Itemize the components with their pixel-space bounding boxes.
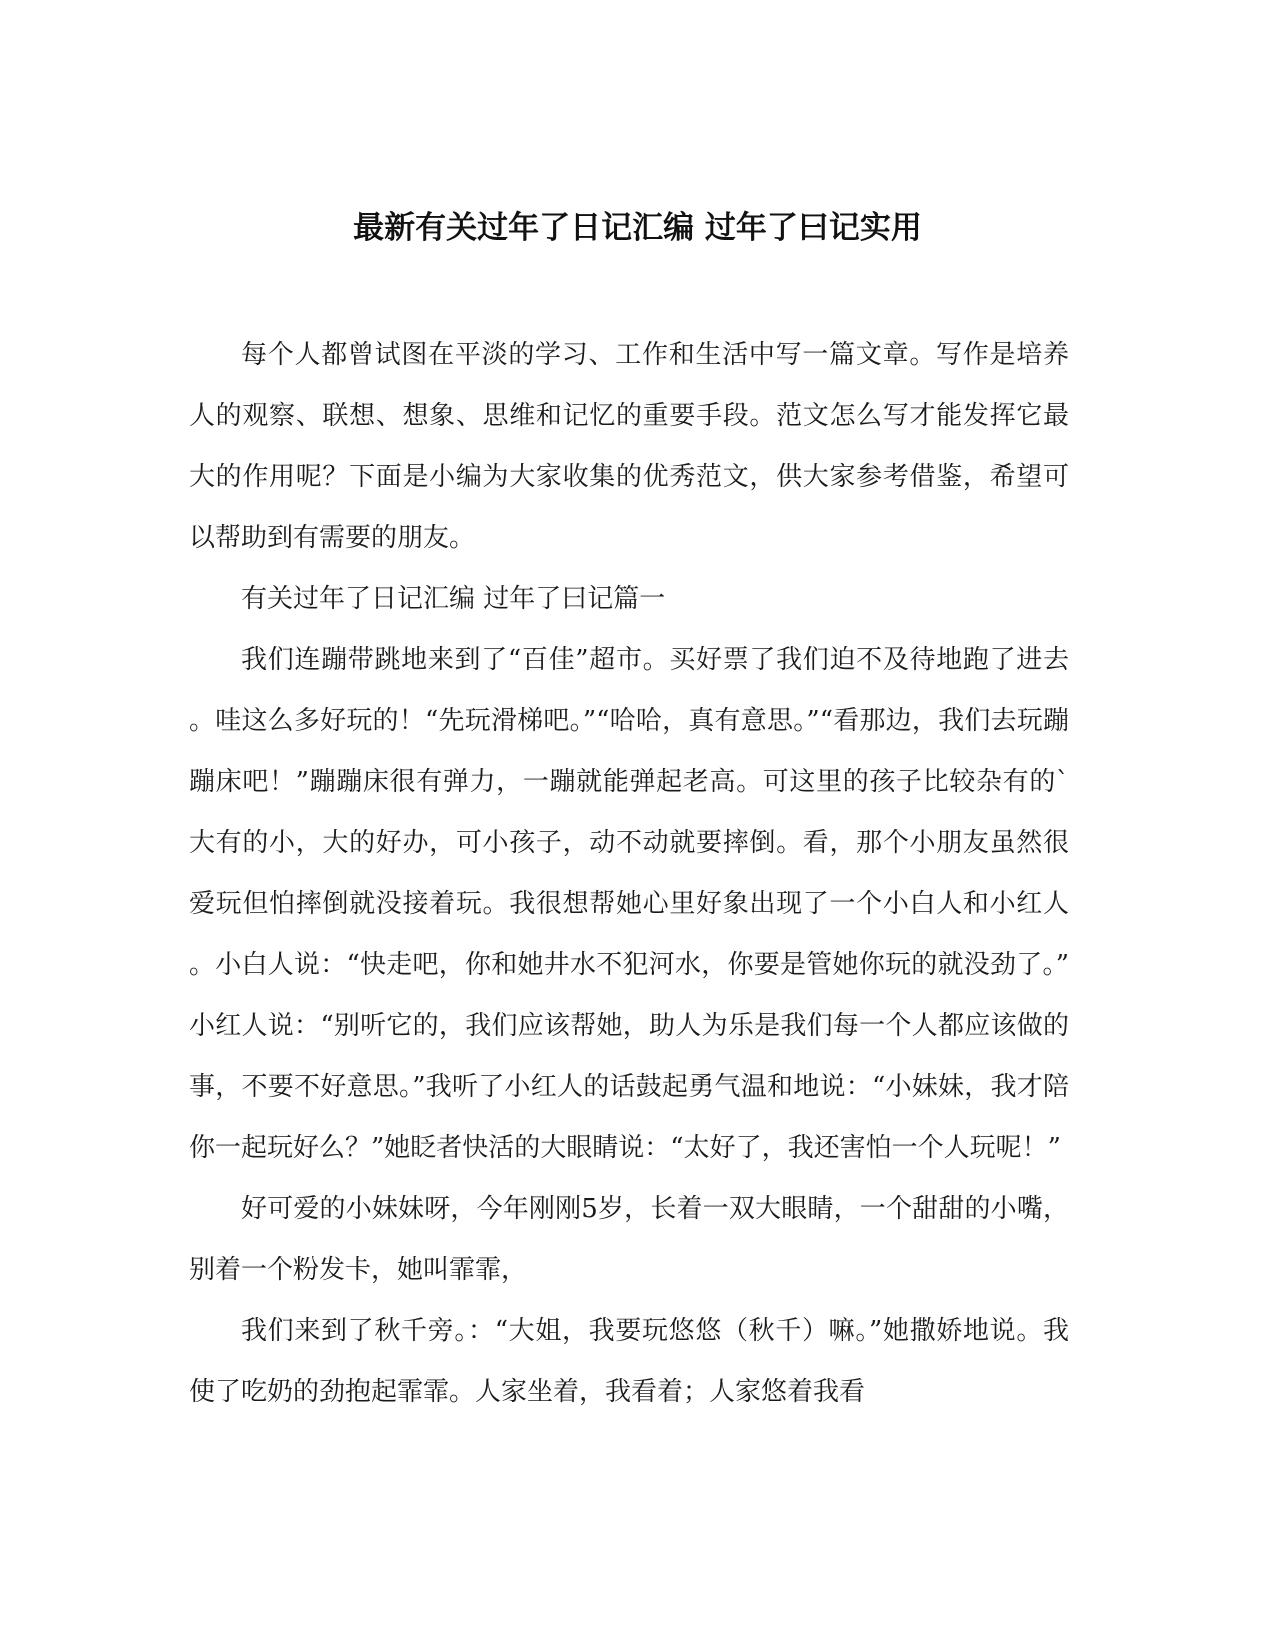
body-paragraph-1: 我们连蹦带跳地来到了“百佳”超市。买好票了我们迫不及待地跑了进去。哇这么多好玩的！“先玩滑梯吧。”“哈哈，真有意思。”“看那边，我们去玩蹦蹦床吧！”蹦蹦床很有弹力，一蹦就能弹起老高。可这里的孩子比较杂有的`大有的小，大的好办，可小孩子，动不动就要摔倒。看，那个小朋友虽然很爱玩但怕摔倒就没接着玩。我很想帮她心里好象出现了一个小白人和小红人。小白人说：“快走吧，你和她井水不犯河水，你要是管她你玩的就没劲了。”小红人说：“别听它的，我们应该帮她，助人为乐是我们每一个人都应该做的事，不要不好意思。”我听了小红人的话鼓起勇气温和地说：“小妹妹，我才陪你一起玩好么？”她眨者快活的大眼睛说：“太好了，我还害怕一个人玩呢！”	[189, 645, 1069, 1163]
body-paragraph-2: 好可爱的小妹妹呀，今年刚刚5岁，长着一双大眼睛，一个甜甜的小嘴，别着一个粉发卡，她叫霏霏，	[189, 1194, 1069, 1285]
intro-paragraph: 每个人都曾试图在平淡的学习、工作和生活中写一篇文章。写作是培养人的观察、联想、想象、思维和记忆的重要手段。范文怎么写才能发挥它最大的作用呢？下面是小编为大家收集的优秀范文，供大家参考借鉴，希望可以帮助到有需要的朋友。	[189, 340, 1069, 553]
page-title: 最新有关过年了日记汇编 过年了曰记实用	[353, 210, 922, 246]
article-body	[189, 325, 1069, 1423]
body-paragraph-3: 我们来到了秋千旁。：“大姐，我要玩悠悠（秋千）嘛。”她撒娇地说。我使了吃奶的劲抱起霏霏。人家坐着，我看着；人家悠着我看	[189, 1316, 1069, 1407]
section-heading: 有关过年了日记汇编 过年了曰记篇一	[241, 584, 666, 614]
